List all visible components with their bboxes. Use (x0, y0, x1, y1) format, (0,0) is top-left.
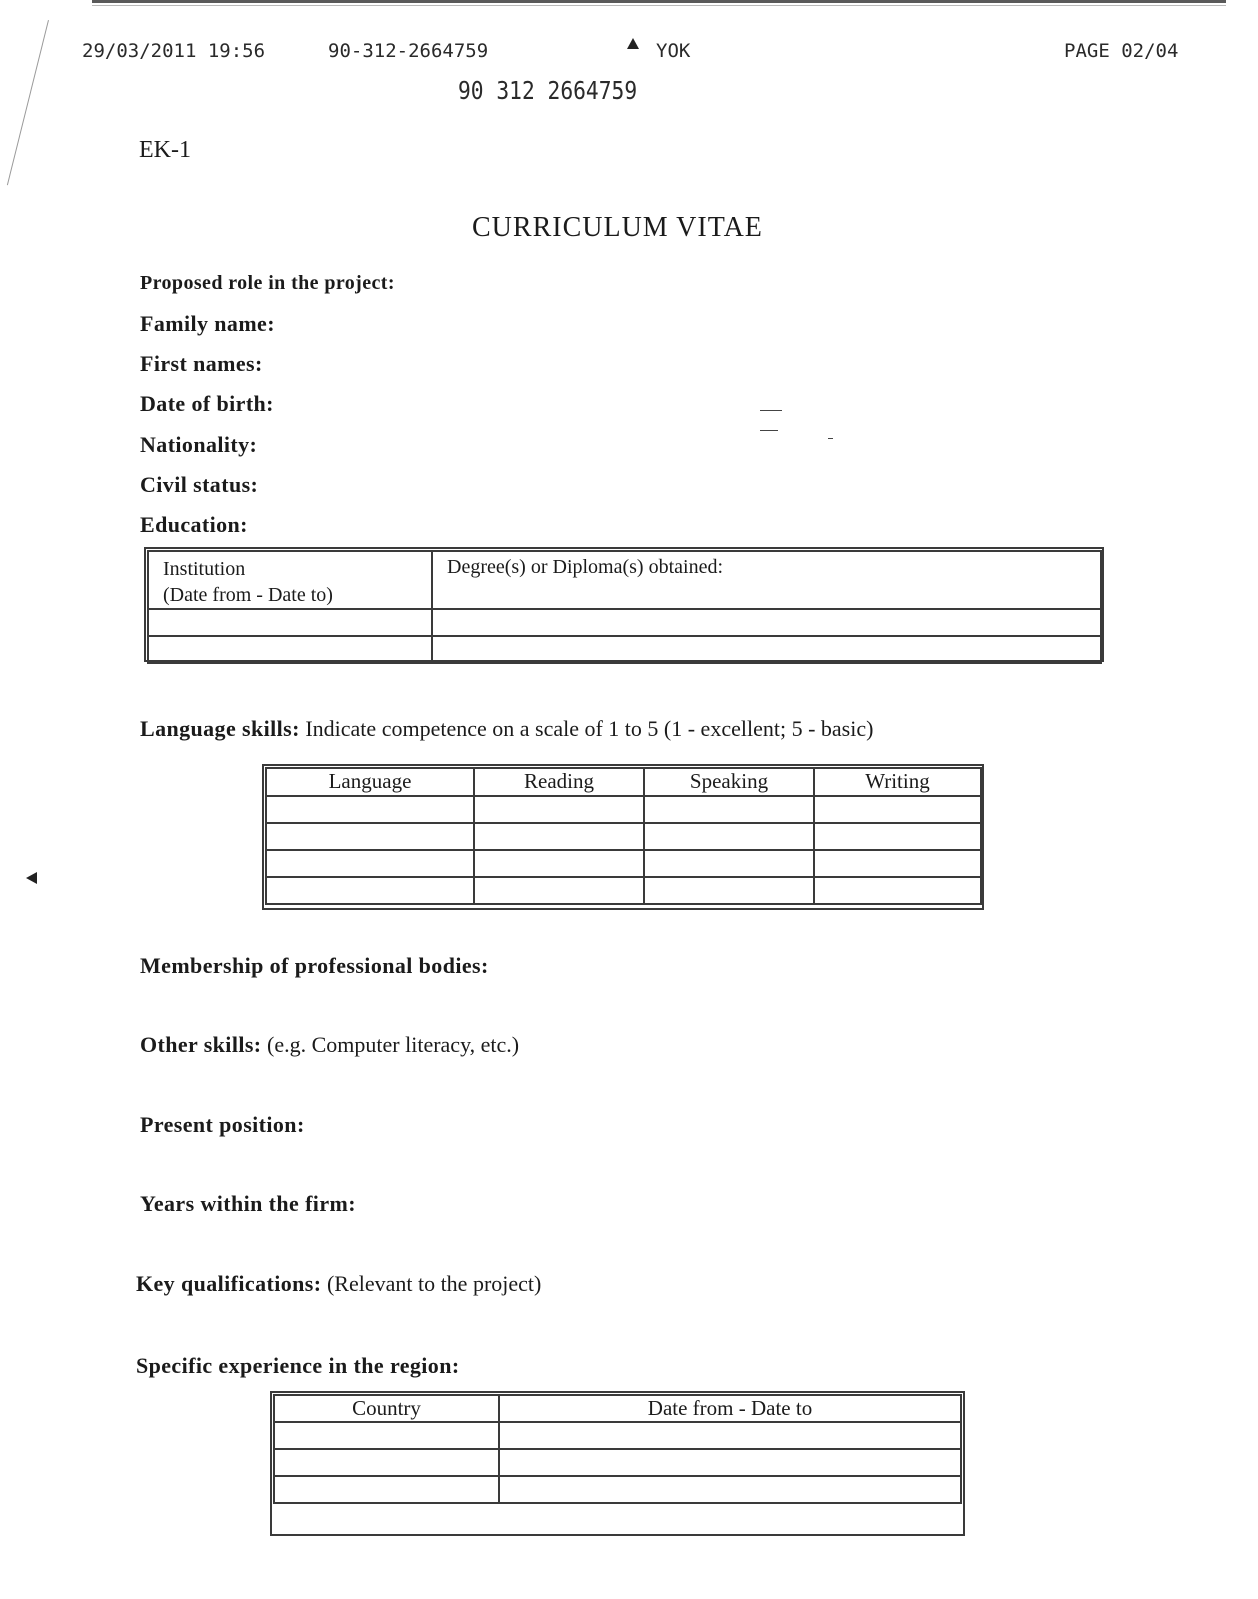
other-skills-label (140, 1032, 519, 1058)
membership-label: Membership of professional bodies: (140, 953, 489, 978)
language-cell[interactable] (266, 850, 474, 877)
region-cell[interactable] (274, 1422, 499, 1449)
annex-label: EK-1 (139, 137, 191, 163)
education-header-institution (148, 551, 432, 609)
language-cell[interactable] (474, 796, 644, 823)
language-cell[interactable] (644, 877, 814, 904)
triangle-left-icon (26, 872, 37, 884)
region-cell[interactable] (499, 1422, 961, 1449)
language-cell[interactable] (644, 823, 814, 850)
fax-datetime: 29/03/2011 19:56 (82, 40, 266, 62)
proposed-role-label: Proposed role in the project: (140, 272, 395, 294)
education-cell[interactable] (148, 609, 432, 636)
years-within-firm-label: Years within the firm: (140, 1191, 356, 1216)
date-range-header: (Date from - Date to) (163, 584, 333, 606)
nationality-label: Nationality: (140, 432, 258, 457)
scan-edge-top (92, 0, 1226, 3)
scan-speck (828, 438, 833, 439)
region-cell[interactable] (274, 1449, 499, 1476)
civil-status-label: Civil status: (140, 472, 259, 497)
language-skills-label (140, 716, 873, 742)
education-cell[interactable] (432, 636, 1101, 663)
family-name-label: Family name: (140, 311, 275, 336)
language-cell[interactable] (814, 796, 981, 823)
region-cell[interactable] (274, 1476, 499, 1503)
language-cell[interactable] (814, 850, 981, 877)
date-of-birth-label: Date of birth: (140, 391, 274, 416)
scan-edge-left (7, 20, 49, 185)
institution-header: Institution (163, 558, 246, 580)
fax-phone: 90-312-2664759 (328, 40, 489, 62)
present-position-label: Present position: (140, 1112, 305, 1137)
triangle-up-icon (627, 38, 639, 49)
first-names-label: First names: (140, 351, 263, 376)
date-range-header: Date from - Date to (499, 1395, 961, 1422)
fax-sender: YOK (656, 40, 691, 62)
language-cell[interactable] (474, 823, 644, 850)
key-qualifications-title: Key qualifications: (136, 1271, 322, 1296)
key-qualifications-label (136, 1271, 541, 1297)
scan-edge-line (92, 5, 1226, 6)
language-cell[interactable] (474, 850, 644, 877)
language-cell[interactable] (644, 850, 814, 877)
reading-header: Reading (474, 768, 644, 796)
fax-phone-large: 90 312 2664759 (458, 76, 638, 105)
language-cell[interactable] (814, 823, 981, 850)
education-table (147, 550, 1102, 664)
education-label: Education: (140, 512, 248, 537)
scan-speck (760, 430, 778, 431)
region-cell[interactable] (499, 1476, 961, 1503)
language-skills-note: Indicate competence on a scale of 1 to 5 (1 - excellent; 5 - basic) (299, 716, 874, 741)
writing-header: Writing (814, 768, 981, 796)
region-table (273, 1394, 962, 1504)
specific-experience-label: Specific experience in the region: (136, 1353, 460, 1378)
language-skills-title: Language skills: (140, 716, 300, 741)
education-cell[interactable] (432, 609, 1101, 636)
language-cell[interactable] (814, 877, 981, 904)
scan-speck (760, 410, 782, 411)
language-cell[interactable] (266, 796, 474, 823)
page-title: CURRICULUM VITAE (472, 212, 763, 243)
language-cell[interactable] (474, 877, 644, 904)
language-header: Language (266, 768, 474, 796)
language-cell[interactable] (644, 796, 814, 823)
other-skills-note: (e.g. Computer literacy, etc.) (261, 1032, 520, 1057)
region-cell[interactable] (499, 1449, 961, 1476)
language-cell[interactable] (266, 823, 474, 850)
key-qualifications-note: (Relevant to the project) (321, 1271, 542, 1296)
country-header: Country (274, 1395, 499, 1422)
speaking-header: Speaking (644, 768, 814, 796)
degree-header: Degree(s) or Diploma(s) obtained: (432, 551, 1101, 609)
fax-page: PAGE 02/04 (1064, 40, 1179, 62)
education-cell[interactable] (148, 636, 432, 663)
language-table (265, 767, 982, 905)
language-cell[interactable] (266, 877, 474, 904)
other-skills-title: Other skills: (140, 1032, 262, 1057)
